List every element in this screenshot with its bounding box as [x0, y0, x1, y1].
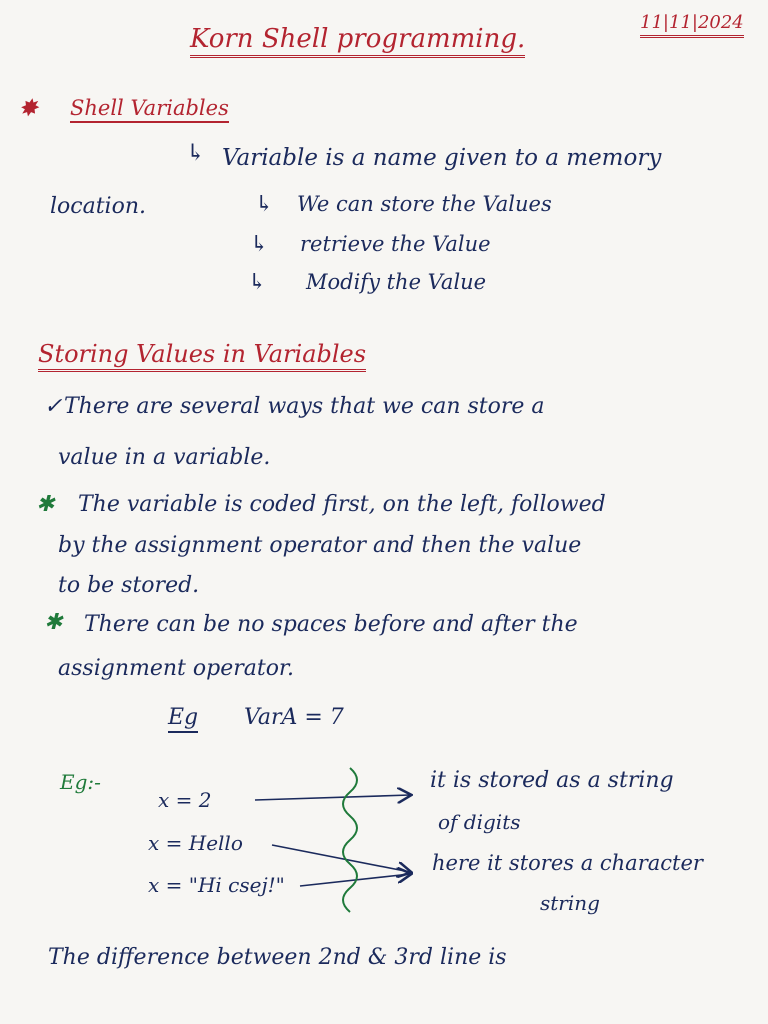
note2-line-2: string [540, 891, 600, 915]
bullet1-line-3: to be stored. [58, 573, 200, 598]
arrow-x1-to-note1 [255, 795, 410, 800]
bullet1-line-2: by the assignment operator and then the value [58, 533, 582, 558]
eg-code: VarA = 7 [244, 705, 344, 730]
point-modify-value: Modify the Value [306, 270, 487, 294]
arrow-icon: ↳ [250, 232, 269, 257]
note2-line-1: here it stores a character [432, 851, 703, 875]
section-heading-storing-values: Storing Values in Variables [38, 342, 366, 372]
bullet2-line-1: There can be no spaces before and after the [84, 612, 578, 637]
arrow-x3-to-note2 [300, 874, 410, 886]
asterisk-icon: ✱ [36, 492, 55, 517]
arrow-icon: ↳ [248, 270, 267, 295]
bullet1-line-1: The variable is coded first, on the left, followed [78, 492, 606, 517]
bullet2-line-2: assignment operator. [58, 656, 295, 681]
eg-label: Eg [168, 707, 198, 733]
wavy-divider [343, 768, 357, 912]
arrow-icon: ↳ [186, 140, 206, 166]
definition-continued: location. [50, 194, 147, 219]
page-title: Korn Shell programming. [190, 26, 525, 58]
footer-line: The difference between 2nd & 3rd line is [48, 945, 507, 970]
note1-line-2: of digits [438, 810, 521, 834]
point-store-values: We can store the Values [297, 192, 552, 216]
arrow-x2-to-note2 [272, 845, 410, 872]
example-x2: x = Hello [148, 831, 243, 855]
asterisk-icon: ✱ [44, 610, 63, 635]
example-x3: x = "Hi csej!" [148, 873, 285, 897]
bullet-star-icon: ✸ [18, 94, 39, 122]
para-line-1: There are several ways that we can store a [64, 394, 545, 419]
arrow-icon: ↳ [255, 192, 274, 217]
examples-label: Eg:- [60, 770, 101, 794]
example-x1: x = 2 [158, 788, 212, 812]
para-line-2: value in a variable. [58, 445, 271, 470]
note1-line-1: it is stored as a string [430, 768, 674, 793]
date: 11|11|2024 [640, 14, 744, 38]
section-heading-shell-variables: Shell Variables [70, 98, 229, 123]
point-retrieve-value: retrieve the Value [300, 232, 491, 256]
checkmark-icon: ✓ [44, 394, 63, 419]
definition-text: Variable is a name given to a memory [222, 145, 662, 171]
